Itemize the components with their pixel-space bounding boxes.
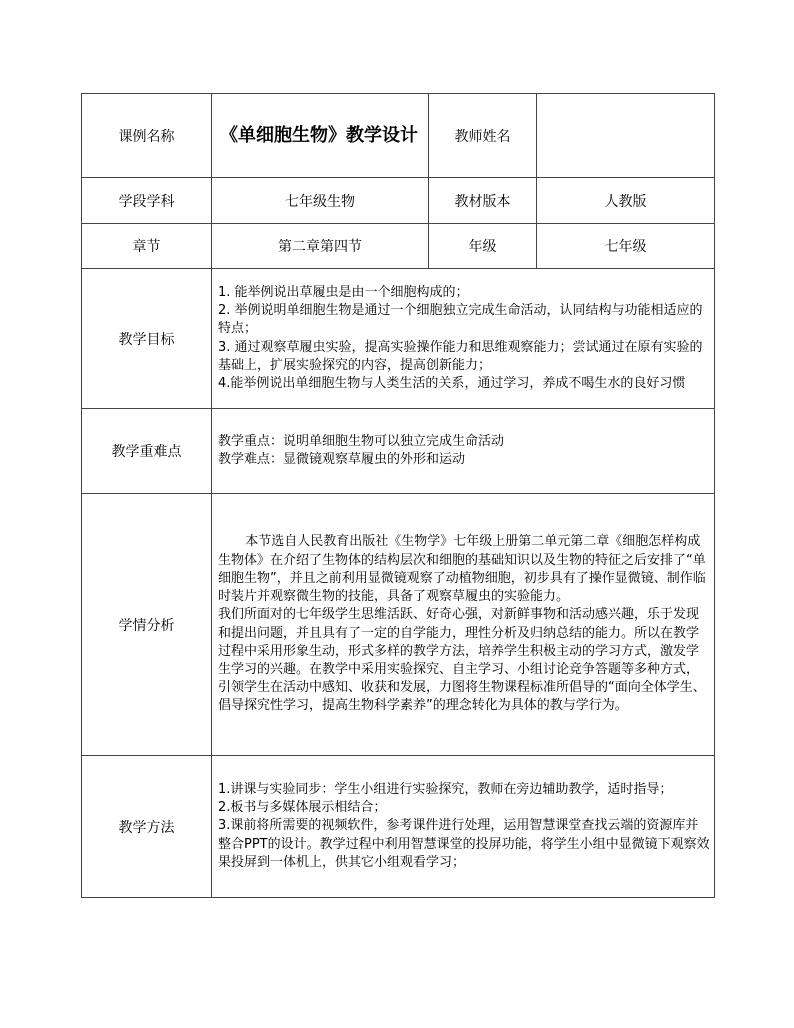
key-points-label: 教学重难点 bbox=[82, 409, 212, 494]
row-key-points bbox=[82, 409, 715, 494]
method-item: 1.讲课与实验同步：学生小组进行实验探究，教师在旁边辅助教学，适时指导； bbox=[218, 781, 673, 797]
key-point-item: 教学难点：显微镜观察草履虫的外形和运动 bbox=[218, 452, 466, 467]
row-analysis bbox=[82, 494, 715, 756]
chapter-value: 第二章第四节 bbox=[212, 224, 429, 269]
grade-label: 年级 bbox=[429, 224, 537, 269]
objectives-content bbox=[212, 269, 715, 409]
objective-item: 4.能举例说出单细胞生物与人类生活的关系，通过学习，养成不喝生水的良好习惯 bbox=[218, 375, 686, 391]
chapter-label: 章节 bbox=[82, 224, 212, 269]
methods-label: 教学方法 bbox=[82, 756, 212, 898]
method-item: 2.板书与多媒体展示相结合； bbox=[218, 800, 387, 816]
teacher-name-label: 教师姓名 bbox=[429, 94, 537, 178]
grade-value: 七年级 bbox=[537, 224, 715, 269]
objectives-label: 教学目标 bbox=[82, 269, 212, 409]
objective-item: 2. 举例说明单细胞生物是通过一个细胞独立完成生命活动，认同结构与功能相适应的特点； bbox=[218, 303, 703, 337]
row-lesson-name bbox=[82, 94, 715, 178]
edition-label: 教材版本 bbox=[429, 178, 537, 224]
key-points-content bbox=[212, 409, 715, 494]
objective-item: 3. 通过观察草履虫实验，提高实验操作能力和思维观察能力；尝试通过在原有实验的基础上，扩展实验探究的内容，提高创新能力； bbox=[218, 339, 703, 373]
row-methods bbox=[82, 756, 715, 898]
analysis-label: 学情分析 bbox=[82, 494, 212, 756]
methods-content bbox=[212, 756, 715, 898]
row-subject bbox=[82, 178, 715, 224]
row-objectives bbox=[82, 269, 715, 409]
row-chapter bbox=[82, 224, 715, 269]
analysis-content bbox=[212, 494, 715, 756]
lesson-name-label: 课例名称 bbox=[82, 94, 212, 178]
objective-item: 1. 能举例说出草履虫是由一个细胞构成的； bbox=[218, 284, 469, 300]
analysis-paragraph: 本节选自人民教育出版社《生物学》七年级上册第二单元第二章《细胞怎样构成生物体》在介绍了生物体的结构层次和细胞的基础知识以及生物的特征之后安排了“单细胞生物”，并且之前利用显微镜观察了动植物细胞，初步具有了操作显微镜、制作临时装片并观察微生物的技能，具备了观察草履虫的实验能力。 bbox=[218, 534, 706, 605]
edition-value: 人教版 bbox=[537, 178, 715, 224]
lesson-title: 《单细胞生物》教学设计 bbox=[212, 94, 429, 178]
key-point-item: 教学重点：说明单细胞生物可以独立完成生命活动 bbox=[218, 433, 505, 449]
lesson-plan-table bbox=[81, 93, 715, 898]
subject-value: 七年级生物 bbox=[212, 178, 429, 224]
method-item: 3.课前将所需要的视频软件，参考课件进行处理，运用智慧课堂查找云端的资源库并整合PPT的设计。教学过程中利用智慧课堂的投屏功能，将学生小组中显微镜下观察效果投屏到一体机上，供其它小组观看学习； bbox=[218, 818, 710, 870]
analysis-paragraph: 我们所面对的七年级学生思维活跃、好奇心强，对新鲜事物和活动感兴趣，乐于发现和提出问题，并且具有了一定的自学能力，理性分析及归纳总结的能力。所以在教学过程中采用形象生动，形式多样的教学方法，培养学生积极主动的学习方式，激发学生学习的兴趣。在教学中采用实验探究、自主学习、小组讨论竞争答题等多种方式，引领学生在活动中感知、收获和发展，力图将生物课程标准所倡导的“面向全体学生、倡导探究性学习，提高生物科学素养”的理念转化为具体的教与学行为。 bbox=[218, 607, 706, 714]
teacher-name-value bbox=[537, 94, 715, 178]
subject-label: 学段学科 bbox=[82, 178, 212, 224]
